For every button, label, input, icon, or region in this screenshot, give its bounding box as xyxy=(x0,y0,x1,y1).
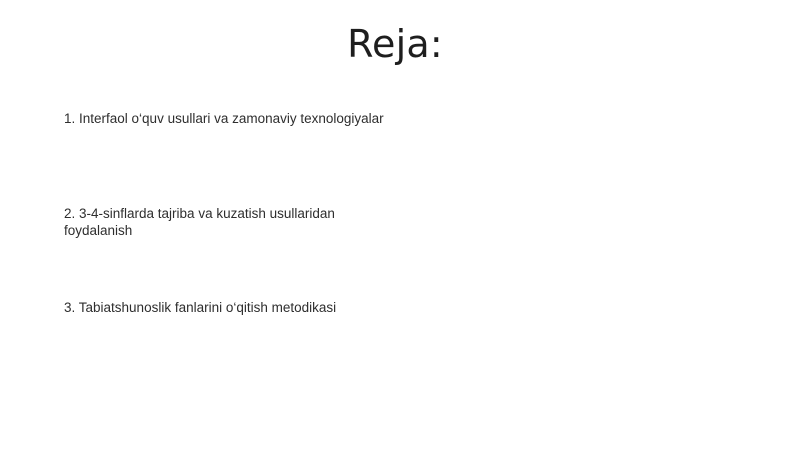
plan-item-2: 2. 3-4-sinflarda tajriba va kuzatish usullaridan foydalanish xyxy=(64,206,335,238)
plan-item-3: 3. Tabiatshunoslik fanlarini o‘qitish metodikasi xyxy=(64,300,337,315)
slide-title: Reja: xyxy=(347,22,443,66)
plan-item-1: 1. Interfaol o‘quv usullari va zamonaviy texnologiyalar xyxy=(64,111,384,126)
